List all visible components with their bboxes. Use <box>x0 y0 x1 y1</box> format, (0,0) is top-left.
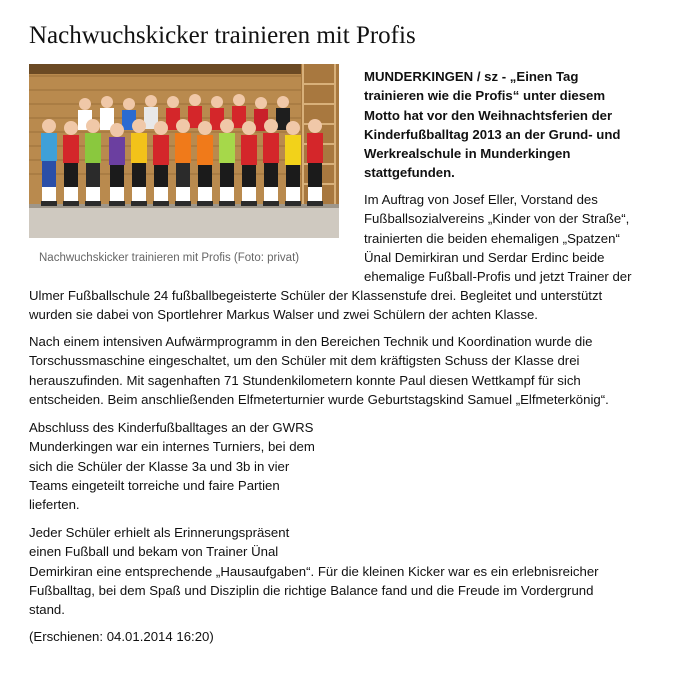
paragraph-5 <box>29 523 679 619</box>
lead-line: Motto hat vor den Weihnachtsferien der <box>364 107 613 123</box>
text-line: Ünal Demirkiran und Serdar Erdinc beide <box>364 249 605 265</box>
text-line: lieferten. <box>29 497 80 513</box>
text-line: Jeder Schüler erhielt als Erinnerungspräsent <box>29 525 290 540</box>
text-line: Nach einem intensiven Aufwärmprogramm in den Bereichen Technik und Koordination wurde die <box>29 334 593 349</box>
text-line: ehemalige Fußball-Profis und jetzt Trainer der <box>364 269 632 285</box>
publication-date: (Erschienen: 04.01.2014 16:20) <box>29 629 214 644</box>
lead-line: Kinderfußballtag 2013 an der Grund- und <box>364 126 621 142</box>
article-lead <box>364 67 664 183</box>
text-line: Torschussmaschine eingeschaltet, um den Schüler mit dem kräftigsten Schuss der Klasse drei <box>29 353 580 369</box>
text-line: sich die Schüler der Klasse 3a und 3b in vier <box>29 458 290 474</box>
paragraph-3 <box>29 332 679 409</box>
paragraph-2-beside-image <box>364 190 674 286</box>
paragraph-4 <box>29 418 679 514</box>
lead-line: trainieren wie die Profis“ unter diesem <box>364 88 606 104</box>
text-line: Munderkingen war ein internes Turniers, bei dem <box>29 439 315 455</box>
text-line: einen Fußball und bekam von Trainer Ünal <box>29 544 279 560</box>
article-headline: Nachwuchskicker trainieren mit Profis <box>29 22 416 49</box>
text-line: herauszufinden. Mit sagenhaften 71 Stundenkilometern konnte Paul diesen Wettkampf für sich <box>29 372 581 388</box>
text-line: stand. <box>29 602 65 618</box>
text-line: Demirkiran eine entsprechende „Hausaufgaben“. Für die kleinen Kicker war es ein erlebnisreicher <box>29 563 599 579</box>
lead-line: Werkrealschule in Munderkingen <box>364 146 571 162</box>
lead-line: MUNDERKINGEN / sz - „Einen Tag <box>364 69 579 84</box>
text-line: Fußballsozialvereins „Kinder von der Straße“, <box>364 211 630 227</box>
text-line: Im Auftrag von Josef Eller, Vorstand des <box>364 192 598 207</box>
text-line: trainierten die beiden ehemaligen „Spatzen“ <box>364 230 620 246</box>
paragraph-2-continued <box>29 286 679 325</box>
text-line: wurden sie dabei von Sportlehrer Markus Walser und zwei Schülern der achten Klasse. <box>29 307 538 323</box>
text-line: entscheiden. Beim anschließenden Elfmeterturnier wurde Geburtstagskind Samuel „Elfmeterkönig“. <box>29 391 609 407</box>
text-line: Fußballtag, bei dem Spaß und Disziplin die richtige Balance fand und die Freude im Vordergrund <box>29 582 594 598</box>
lead-line: stattgefunden. <box>364 165 455 181</box>
text-line: Teams eingeteilt torreiche und faire Partien <box>29 477 280 493</box>
image-caption: Nachwuchskicker trainieren mit Profis (Foto: privat) <box>39 252 300 264</box>
article-photo <box>29 64 339 238</box>
text-line: Abschluss des Kinderfußballtages an der GWRS <box>29 420 314 435</box>
text-line: Ulmer Fußballschule 24 fußballbegeisterte Schüler der Klassenstufe drei. Begleitet und unterstützt <box>29 288 603 303</box>
